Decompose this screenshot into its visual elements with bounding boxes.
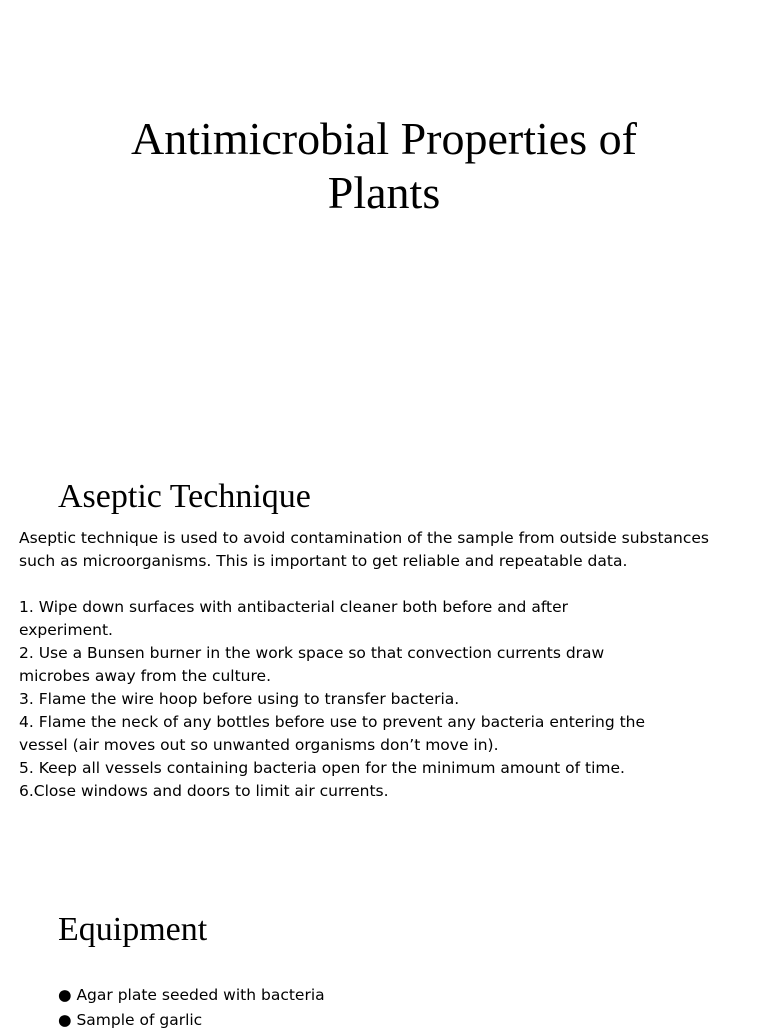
equipment-heading: Equipment (58, 911, 208, 948)
aseptic-intro-paragraph (19, 527, 749, 573)
list-item: ● Agar plate seeded with bacteria (58, 986, 325, 1004)
step-line: 1. Wipe down surfaces with antibacterial cleaner both before and after (19, 598, 568, 616)
aseptic-technique-heading: Aseptic Technique (58, 478, 311, 515)
intro-line: such as microorganisms. This is important to get reliable and repeatable data. (19, 552, 628, 570)
intro-line: Aseptic technique is used to avoid contamination of the sample from outside substances (19, 529, 709, 547)
aseptic-steps-list (19, 596, 749, 803)
page-title-line-1: Antimicrobial Properties of (131, 113, 637, 164)
step-line: experiment. (19, 621, 113, 639)
step-line: 5. Keep all vessels containing bacteria open for the minimum amount of time. (19, 759, 625, 777)
step-line: 3. Flame the wire hoop before using to transfer bacteria. (19, 690, 460, 708)
step-line: 4. Flame the neck of any bottles before use to prevent any bacteria entering the (19, 713, 646, 731)
equipment-list (58, 983, 325, 1033)
page-title (0, 112, 768, 220)
step-line: 2. Use a Bunsen burner in the work space so that convection currents draw (19, 644, 605, 662)
step-line: 6.Close windows and doors to limit air currents. (19, 782, 389, 800)
step-line: vessel (air moves out so unwanted organisms don’t move in). (19, 736, 499, 754)
list-item: ● Sample of garlic (58, 1011, 203, 1029)
step-line: microbes away from the culture. (19, 667, 272, 685)
page-title-line-2: Plants (327, 167, 441, 218)
